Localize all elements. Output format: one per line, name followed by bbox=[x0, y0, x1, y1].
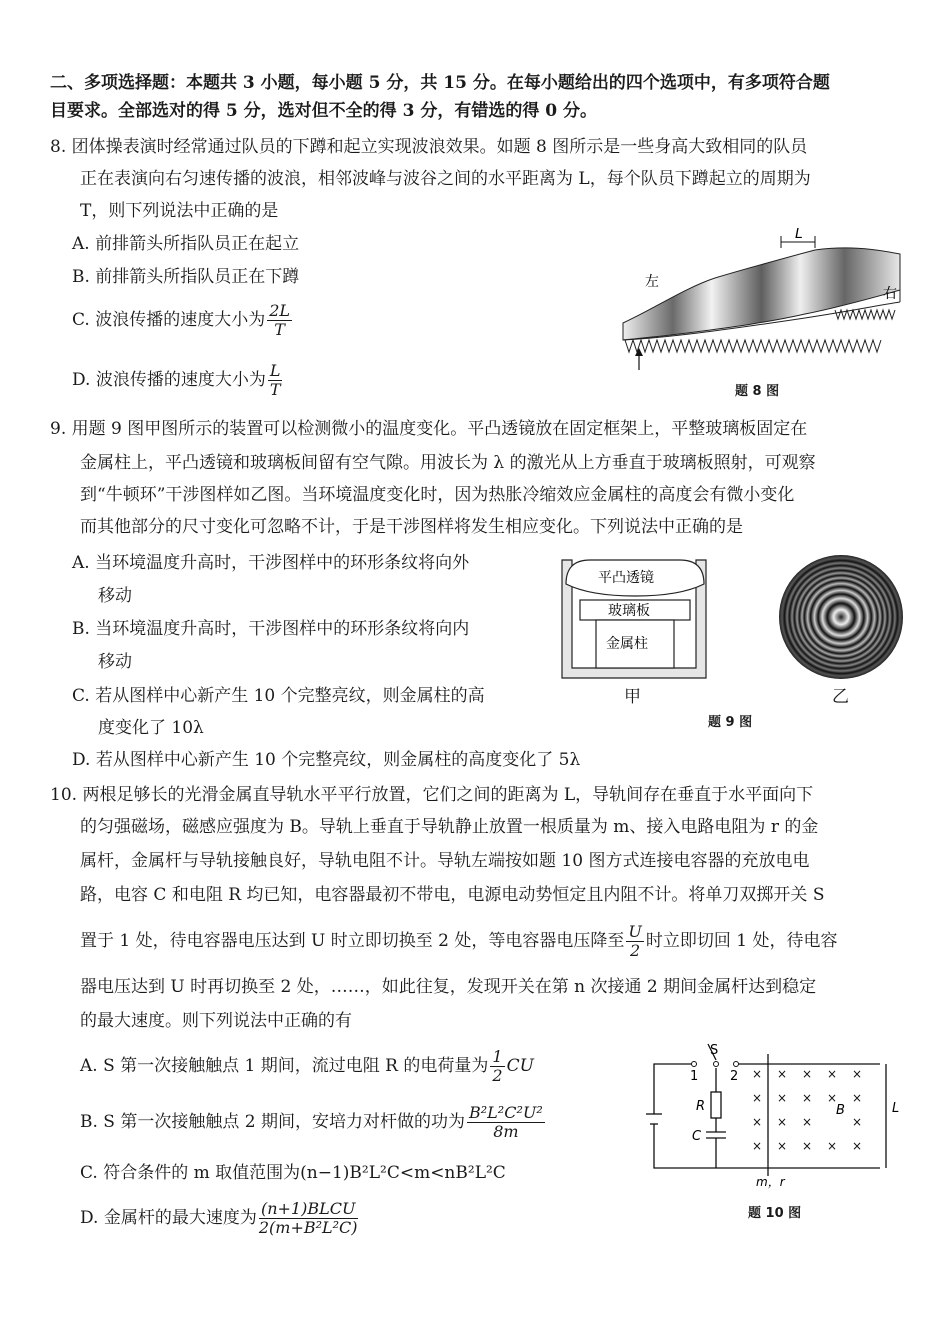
q10-option-c: C. 符合条件的 m 取值范围为(n−1)B²L²C<m<nB²L²C bbox=[80, 1163, 506, 1183]
q9-stem-line2: 金属柱上，平凸透镜和玻璃板间留有空气隙。用波长为 λ 的激光从上方垂直于玻璃板照射，可观察 bbox=[80, 453, 816, 473]
fig9-glass-label: 玻璃板 bbox=[608, 603, 650, 619]
fig10-contact-2: 2 bbox=[730, 1069, 739, 1084]
section-title-line1: 二、多项选择题：本题共 3 小题，每小题 5 分，共 15 分。在每小题给出的四个选项中，有多项符合题 bbox=[50, 73, 830, 93]
svg-text:×: × bbox=[777, 1115, 788, 1129]
q10-stem-line5-post: 时立即切回 1 处，待电容 bbox=[645, 931, 838, 951]
q8-option-c-den: T bbox=[274, 320, 285, 339]
q8-option-c-num: 2L bbox=[269, 301, 291, 320]
q8-option-a: A. 前排箭头所指队员正在起立 bbox=[72, 234, 300, 254]
q8-option-c-fraction bbox=[267, 302, 292, 339]
svg-text:×: × bbox=[802, 1139, 813, 1153]
figure-10-caption: 题 10 图 bbox=[748, 1206, 802, 1221]
q9-stem-line1: 9. 用题 9 图甲图所示的装置可以检测微小的温度变化。平凸透镜放在固定框架上，平整玻璃板固定在 bbox=[50, 419, 808, 439]
svg-text:×: × bbox=[777, 1091, 788, 1105]
q9-option-b-line2: 移动 bbox=[98, 652, 132, 672]
q8-option-d bbox=[72, 362, 284, 399]
q10-option-d-fraction bbox=[259, 1200, 358, 1237]
q10-option-b-fraction bbox=[467, 1104, 545, 1141]
figure-9-caption: 题 9 图 bbox=[708, 715, 753, 730]
fig10-capacitor-label: C bbox=[692, 1129, 702, 1144]
q10-option-d bbox=[80, 1200, 360, 1237]
q10-option-d-den: 2(m+B²L²C) bbox=[258, 1218, 358, 1237]
fig10-switch-label: S bbox=[710, 1043, 719, 1058]
q10-option-a-post: CU bbox=[506, 1056, 534, 1076]
q9-stem-line4: 而其他部分的尺寸变化可忽略不计，于是干涉图样将发生相应变化。下列说法中正确的是 bbox=[80, 517, 743, 537]
fig10-field-label: B bbox=[836, 1103, 845, 1118]
q8-stem-line1: 8. 团体操表演时经常通过队员的下蹲和起立实现波浪效果。如题 8 图所示是一些身高大致相同的队员 bbox=[50, 137, 808, 157]
q9-option-b-line1: B. 当环境温度升高时，干涉图样中的环形条纹将向内 bbox=[72, 619, 470, 639]
svg-text:×: × bbox=[752, 1115, 763, 1129]
q10-stem-line6: 器电压达到 U 时再切换至 2 处，……，如此往复，发现开关在第 n 次接通 2 期间金属杆达到稳定 bbox=[80, 977, 817, 997]
svg-text:×: × bbox=[752, 1139, 763, 1153]
svg-text:×: × bbox=[827, 1067, 838, 1081]
svg-text:×: × bbox=[852, 1115, 863, 1129]
svg-text:×: × bbox=[802, 1091, 813, 1105]
svg-text:×: × bbox=[827, 1091, 838, 1105]
q10-option-d-num: (n+1)BLCU bbox=[259, 1200, 358, 1219]
q8-option-d-num: L bbox=[269, 361, 281, 380]
fig8-left-label: 左 bbox=[645, 274, 659, 290]
q8-option-c-text: C. 波浪传播的速度大小为 bbox=[72, 310, 266, 330]
svg-text:×: × bbox=[852, 1091, 863, 1105]
fig9-column-label: 金属柱 bbox=[606, 636, 648, 652]
figure-10-circuit bbox=[640, 1040, 910, 1200]
svg-text:×: × bbox=[852, 1139, 863, 1153]
svg-text:×: × bbox=[777, 1067, 788, 1081]
fig10-resistor-label: R bbox=[696, 1099, 706, 1114]
q8-option-b: B. 前排箭头所指队员正在下蹲 bbox=[72, 267, 300, 287]
figure-9-newton-rings bbox=[768, 552, 914, 682]
fig10-contact-1: 1 bbox=[690, 1069, 699, 1084]
fig9-yi-label: 乙 bbox=[832, 687, 849, 707]
q10-stem-line2: 的匀强磁场，磁感应强度为 B。导轨上垂直于导轨静止放置一根质量为 m、接入电路电阻为 r 的金 bbox=[80, 817, 819, 837]
q10-stem-fraction-den: 2 bbox=[630, 941, 641, 960]
q10-stem-line3: 属杆，金属杆与导轨接触良好，导轨电阻不计。导轨左端按如题 10 图方式连接电容器的充放电电 bbox=[80, 851, 810, 871]
svg-text:×: × bbox=[752, 1091, 763, 1105]
section-title-line2: 目要求。全部选对的得 5 分，选对但不全的得 3 分，有错选的得 0 分。 bbox=[50, 101, 597, 121]
q9-option-a-line2: 移动 bbox=[98, 586, 132, 606]
q8-option-d-fraction bbox=[268, 362, 283, 399]
q9-option-a-line1: A. 当环境温度升高时，干涉图样中的环形条纹将向外 bbox=[72, 553, 470, 573]
q8-stem-line3: T，则下列说法中正确的是 bbox=[80, 201, 279, 221]
fig9-lens-label: 平凸透镜 bbox=[598, 570, 654, 586]
q8-option-c bbox=[72, 302, 294, 339]
fig9-jia-label: 甲 bbox=[624, 687, 641, 707]
figure-8-caption: 题 8 图 bbox=[735, 384, 780, 399]
q8-option-d-den: T bbox=[269, 380, 281, 399]
fig8-right-label: 右 bbox=[883, 286, 897, 302]
q10-option-a-num: 1 bbox=[492, 1047, 503, 1066]
q9-option-c-line1: C. 若从图样中心新产生 10 个完整亮纹，则金属柱的高 bbox=[72, 686, 485, 706]
q10-stem-line7: 的最大速度。则下列说法中正确的有 bbox=[80, 1011, 352, 1031]
q10-stem-line4: 路，电容 C 和电阻 R 均已知，电容器最初不带电，电源电动势恒定且内阻不计。将单刀双掷开关 S bbox=[80, 885, 825, 905]
q8-option-d-text: D. 波浪传播的速度大小为 bbox=[72, 370, 266, 390]
svg-text:×: × bbox=[802, 1115, 813, 1129]
q10-option-a-text: A. S 第一次接触触点 1 期间，流过电阻 R 的电荷量为 bbox=[80, 1056, 489, 1076]
q10-stem-fraction bbox=[626, 923, 643, 960]
q10-option-b-den: 8m bbox=[493, 1122, 519, 1141]
figure-9-apparatus bbox=[560, 554, 710, 684]
q10-option-a-fraction bbox=[490, 1048, 504, 1085]
svg-text:×: × bbox=[752, 1067, 763, 1081]
fig8-L-label: L bbox=[795, 228, 803, 242]
svg-text:×: × bbox=[802, 1067, 813, 1081]
svg-text:×: × bbox=[852, 1067, 863, 1081]
svg-text:×: × bbox=[827, 1139, 838, 1153]
fig10-rod-label: m，r bbox=[756, 1175, 785, 1189]
q10-option-b-num: B²L²C²U² bbox=[468, 1103, 543, 1122]
q10-option-a bbox=[80, 1048, 534, 1085]
q9-option-c-line2: 度变化了 10λ bbox=[98, 718, 204, 738]
q10-option-d-text: D. 金属杆的最大速度为 bbox=[80, 1208, 257, 1228]
figure-8-wave-crowd bbox=[615, 228, 915, 378]
q10-stem-line1: 10. 两根足够长的光滑金属直导轨水平平行放置，它们之间的距离为 L，导轨间存在垂直于水平面向下 bbox=[50, 785, 814, 805]
q10-option-a-den: 2 bbox=[492, 1066, 503, 1085]
q10-stem-fraction-num: U bbox=[628, 922, 642, 941]
q10-stem-line5-pre: 置于 1 处，待电容器电压达到 U 时立即切换至 2 处，等电容器电压降至 bbox=[80, 931, 625, 951]
svg-text:×: × bbox=[777, 1139, 788, 1153]
q10-option-b-text: B. S 第一次接触触点 2 期间，安培力对杆做的功为 bbox=[80, 1112, 465, 1132]
q10-option-b bbox=[80, 1104, 547, 1141]
q9-option-d: D. 若从图样中心新产生 10 个完整亮纹，则金属柱的高度变化了 5λ bbox=[72, 750, 581, 770]
q10-stem-line5 bbox=[80, 923, 838, 960]
fig10-width-label: L bbox=[892, 1101, 900, 1116]
q9-stem-line3: 到“牛顿环”干涉图样如乙图。当环境温度变化时，因为热胀冷缩效应金属柱的高度会有微小变化 bbox=[80, 485, 795, 505]
q8-stem-line2: 正在表演向右匀速传播的波浪，相邻波峰与波谷之间的水平距离为 L，每个队员下蹲起立的周期为 bbox=[80, 169, 811, 189]
